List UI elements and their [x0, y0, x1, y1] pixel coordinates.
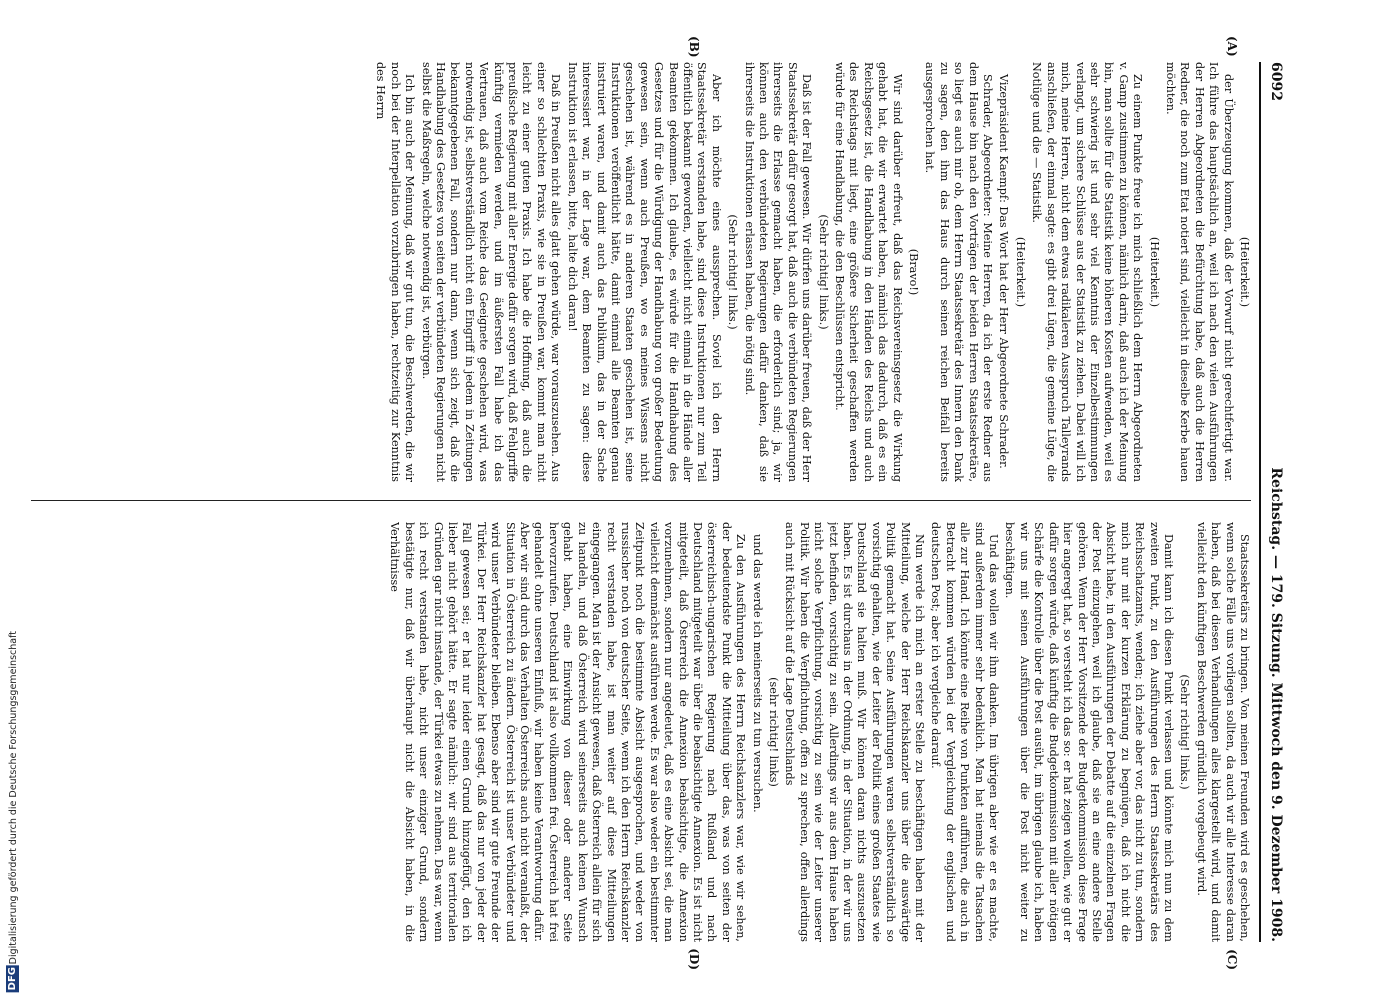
- paragraph: Nun werde ich mich an erster Stelle zu beschäftigen haben mit der Mitteilung, welche der Herr Reichskanzler uns über die auswärtige Politik gemacht hat. Seine Ausführungen waren selbstverständlich so vorsichtig gehalten, wie der Leiter der Politik eines großen Staates wie Deutschland sie halten muß. Wir können daran nichts auszusetzen haben. Es ist durchaus in der Ordnung, in der Situation, in der wir uns jetzt befinden, vorsichtig zu sein. Allerdings wir aus dem Hause haben nicht solche Verpflichtung, vorsichtig zu sein wie der Leiter unserer Politik. Wir haben die Verpflichtung, offen zu sprechen, offen allerdings auch mit Rücksicht auf die Lage Deutschlands: [783, 522, 927, 942]
- paragraph: Aber ich möchte eines aussprechen. Soviel ich den Herrn Staatssekretär verstanden habe, sind diese Instruktionen nur zum Teil öffentlich bekannt geworden, vielleicht nicht einmal in die Hände aller Beamten gekommen. Ich glaube, es würde für die Handhabung des Gesetzes und für die Würdigung der Handhabung von großer Bedeutung gewesen sein, wenn auch Preußen, wo es meines Wissens nicht geschehen ist, während es in anderen Staaten geschehen ist, seine Instruktionen veröffentlicht hätte, damit einmal alle Beamten genau instruiert waren, und damit auch das Publikum, das in der Sache interessiert war, in der Lage war, dem Beamten zu sagen: diese Instruktion ist erlassen, bitte, halte dich daran!: [565, 62, 723, 482]
- margin-mark-d: (D): [687, 948, 701, 970]
- paragraph: Zu einem Punkte freue ich mich schließlich dem Herrn Abgeordneten v. Gamp zustimmen zu können, nämlich darin, daß auch ich der Meinung bin, man sollte für die Statistik keine höheren Kosten aufwenden, weil es sehr schwierig ist und sehr viel Kenntnis der Einzelbestimmungen verlangt, um sichere Schlüsse aus der Statistik zu ziehen. Dabei will ich mich, meine Herren, nicht dem etwas radikaleren Ausspruch Talleyrands anschließen, der einmal sagte: es gibt drei Lügen, die gemeine Lüge, die Notlüge und die — Statistik.: [1030, 62, 1145, 482]
- paragraph: Daß ist der Fall gewesen. Wir dürfen uns darüber freuen, daß der Herr Staatssekretär dafür gesorgt hat, daß auch die verbündeten Regierungen ihrerseits die Erlasse gemacht haben, die erforderlich sind; ja, wir können auch den verbündeten Regierungen dafür danken, daß sie ihrerseits die Instruktionen erlassen haben, die nötig sind.: [742, 62, 814, 482]
- paragraph: und das werde ich meinerseits zu tun versuchen.: [750, 534, 764, 813]
- paragraph: (Heiterkeit.): [1013, 236, 1027, 308]
- paragraph: (Heiterkeit.): [1238, 236, 1251, 308]
- paragraph: Damit kann ich diesen Punkt verlassen und könnte mich nun zu dem zweiten Punkt, zu den Ausführungen des Herrn Staatssekretärs des Reichsschatzamts, wenden; ich ziehe aber vor, das nicht zu tun, sondern mich nur mit der kurzen Erklärung zu begnügen, daß ich nicht die Absicht habe, in den Ausführungen der Debatte auf die einzelnen Fragen der Post einzugehen, weil ich glaube, daß sie an eine andere Stelle gehören. Wenn der Herr Vorsitzende der Budgetkommission diese Frage hier angeregt hat, so versteht ich das so: er hat zeigen wollen, wie gut er dafür sorgen würde, daß künftig die Budgetkommission mit aller nötigen Schärfe die Kontrolle über die Post ausübt, im übrigen glaube ich, haben wir uns mit seinen Ausführungen über die Post nicht weiter zu beschäftigen.: [1003, 522, 1175, 942]
- paragraph: Vizepräsident Kaempf: Das Wort hat der Herr Abgeordnete Schrader.: [997, 74, 1011, 469]
- paragraph: Zu den Ausführungen des Herrn Reichskanzlers war, wie wir sehen, der bedeutendste Punkt die Mitteilung über das, was von seiten der österreichisch-ungarischen Regierung nach Rußland und nach Deutschland mitgeteilt war über die beabsichtigte Annexion. Es ist nicht mitgeteilt, daß Österreich die Annexion beabsichtige, die Annexion vorzunehmen, sondern nur angedeutet, daß es eine Absicht sei, die man vielleicht demnächst ausführen werde. Es war also weder ein bestimmter Zeitpunkt noch die bestimmte Absicht ausgesprochen, und weder von russischer noch von deutscher Seite, wenn ich den Herrn Reichskanzler recht verstanden habe, ist man weiter auf diese Mitteilungen eingegangen. Man ist der Ansicht gewesen, daß Österreich allein für sich zu handeln, und daß Österreich wird seinerseits auch keinen Wunsch gehabt haben, eine Einwirkung von dieser oder anderer Seite hervorzurufen. Deutschland ist also vollkommen frei. Österreich hat frei gehandelt ohne unseren Einfluß, wir haben keine Verantwortung dafür. Aber wir sind durch das Verhalten Österreichs auch nicht veranlaßt, der Situation in Österreich zu ändern. Österreich ist unser Verbündeter und wird unser Verbündeter bleiben. Ebenso aber sind wir gute Freunde der Türkei. Der Herr Reichskanzler hat gesagt, daß das nur von jeder der Fall gewesen sei; er hat nur leider einen Grund hinzugefügt, den ich lieber nicht gehört hätte. Er sagte nämlich: wir sind aus territorialen Gründen gar nicht imstande, der Türkei etwas zu nehmen. Das war, wenn ich recht verstanden habe, nicht unser einziger Grund, sondern bestätigte nur, daß wir überhaupt nicht die Absicht haben, in die Verhältnisse: [388, 522, 748, 942]
- paragraph: (Sehr richtig! links.): [726, 214, 740, 330]
- paragraph: Daß in Preußen nicht alles glatt gehen würde, war vorauszusehen. Aus einer so schlechten Praxis, wie sie in Preußen war, kommt man nicht leicht zu einer guten Praxis. Ich habe die Hoffnung, daß auch die preußische Regierung mit aller Energie dafür sorgen wird, daß Fehlgriffe künftig vermieden werden, und im äußersten Fall habe ich das Vertrauen, daß auch vom Reiche das Geeignete geschehen wird, was notwendig ist, selbstverständlich nicht ein Eingriff in jedem in Zeitungen bekanntgegebenen Fall, sondern nur dann, wenn sich zeigt, daß die Handhabung des Gesetzes von seiten der verbündeten Regierungen nicht selbst die Maßregeln, welche notwendig ist, verbürgen.: [419, 62, 563, 482]
- paragraph: Und das wollen wir ihm danken. Im übrigen aber wie er es machte, sind außerdem immer sehr bedenklich. Man hat niemals die Tatsachen alle zur Hand. Ich könnte eine Reihe von Punkten aufführen, die auch in Betracht kommen würden bei der Vergleichung der englischen und deutschen Post; aber ich vergleiche darauf.: [929, 522, 1001, 942]
- right-column: [31, 522, 1251, 942]
- paragraph: (Bravo!): [907, 248, 921, 296]
- paragraph: Schrader, Abgeordneter: Meine Herren, da ich der erste Redner aus dem Hause bin nach den Vorträgen der beiden Herren Staatssekretäre, so liegt es auch mir ob, dem Herrn Staatssekretär des Innern den Dank zu sagen, den ihm das Haus durch seinen reichen Beifall bereits ausgesprochen hat.: [923, 62, 995, 482]
- paragraph: Ich bin auch der Meinung, daß wir gut tun, die Beschwerden, die wir noch bei der Interpellation vorzubringen haben, rechtzeitig zur Kenntnis des Herrn: [374, 62, 417, 482]
- paragraph: (Sehr richtig! links.): [816, 214, 830, 330]
- left-column: [31, 62, 1251, 482]
- dfg-logo-text: DFG: [6, 967, 18, 991]
- page-number: 6092: [1268, 62, 1284, 101]
- margin-mark-b: (B): [687, 36, 701, 58]
- paragraph: (sehr richtig! links): [767, 677, 780, 787]
- margin-mark-a: (A): [1225, 36, 1239, 57]
- page-header: [1259, 62, 1291, 942]
- page-title: Reichstag. — 179. Sitzung. Mittwoch den 9. Dezember 1908.: [1268, 467, 1284, 942]
- margin-mark-c: (C): [1225, 949, 1239, 970]
- credit-text: Digitalisierung gefördert durch die Deutsche Forschungsgemeinschaft: [7, 630, 19, 964]
- column-divider: [31, 500, 1251, 501]
- paragraph: Staatssekretärs zu bringen. Von meinen Freunden wird es geschehen, wenn solche Fälle uns vorliegen sollten, da auch wir alle Interesse daran haben, daß bei diesen Verhandlungen alles klargestellt wird, und damit vielleicht den künftigen Beschwerden gründlich vorgebeugt wird.: [1194, 522, 1251, 942]
- paragraph: (Heiterkeit.): [1147, 236, 1161, 308]
- paragraph: der Überzeugung kommen, daß der Vorwurf nicht gerechtfertigt war. Ich führe das hauptsächlich an, weil ich nach den vielen Ausführungen der Herren Abgeordneten die Befürchtung habe, daß auch die Herren Redner, die noch zum Etat notiert sind, vielleicht in dieselbe Kerbe hauen möchten.: [1163, 62, 1235, 482]
- paragraph: Wir sind darüber erfreut, daß das Reichsvereinsgesetz die Wirkung gehabt hat, die wir erwartet haben, nämlich das dadurch, daß es ein Reichsgesetz ist, die Handhabung in den Händen des Reichs und auch des Reichstags mit liegt, eine größere Sicherheit geschaffen werden würde für eine Handhabung, die den Beschlüssen entspricht.: [833, 62, 904, 482]
- page-content: [31, 36, 1291, 970]
- paragraph: (Sehr richtig! links.): [1178, 674, 1192, 790]
